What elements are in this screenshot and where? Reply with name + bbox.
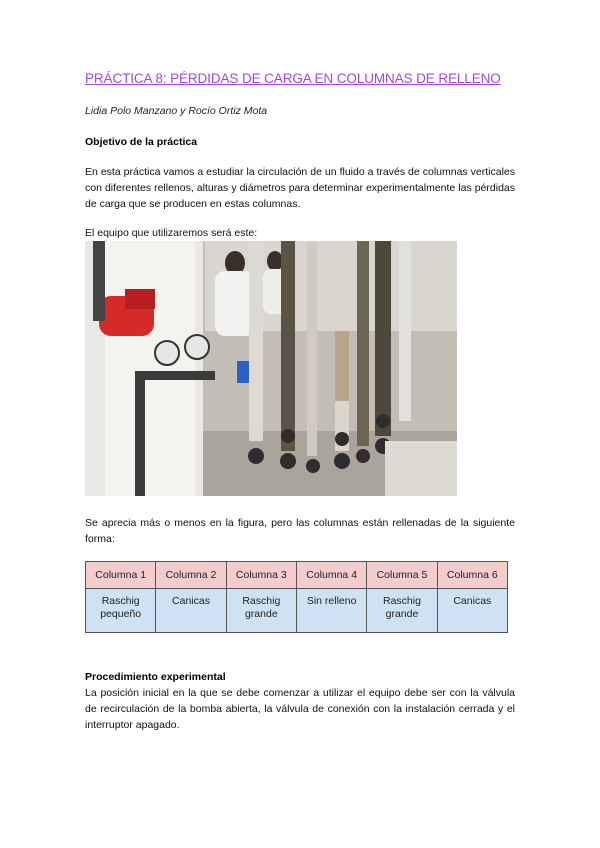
table-cell: Canicas [437, 589, 507, 633]
document-title: PRÁCTICA 8: PÉRDIDAS DE CARGA EN COLUMNAS DE RELLENO [85, 71, 501, 86]
lab-columns-illustration [85, 241, 457, 496]
table-header-cell: Columna 6 [437, 562, 507, 589]
equipment-photo [85, 241, 457, 496]
table-cell: Raschig grande [226, 589, 296, 633]
table-row [86, 589, 508, 633]
table-header-cell: Columna 4 [296, 562, 366, 589]
procedure-heading: Procedimiento experimental [85, 671, 226, 683]
table-header-cell: Columna 5 [367, 562, 437, 589]
table-header-cell: Columna 3 [226, 562, 296, 589]
table-cell: Canicas [156, 589, 226, 633]
procedure-paragraph: La posición inicial en la que se debe comenzar a utilizar el equipo debe ser con la válvula de recirculación de la bomba abierta, la válvula de conexión con la instalación cerrada y el interruptor apagado. [85, 687, 515, 731]
figure-paragraph: Se aprecia más o menos en la figura, pero las columnas están rellenadas de la siguiente forma: [85, 517, 515, 545]
table-header-cell: Columna 1 [86, 562, 156, 589]
table-cell: Raschig grande [367, 589, 437, 633]
table-cell: Sin relleno [296, 589, 366, 633]
equipment-paragraph: El equipo que utilizaremos será este: [85, 227, 258, 239]
objective-heading: Objetivo de la práctica [85, 136, 198, 148]
table-header-row [86, 562, 508, 589]
authors: Lidia Polo Manzano y Rocío Ortiz Mota [85, 105, 268, 117]
objective-paragraph: En esta práctica vamos a estudiar la circulación de un fluido a través de columnas verticales con diferentes rellenos, alturas y diámetros para determinar experimentalmente las pérdidas de carga que se producen en estas columnas. [85, 166, 515, 210]
columns-table [85, 561, 508, 633]
table-header-cell: Columna 2 [156, 562, 226, 589]
table-cell: Raschig pequeño [86, 589, 156, 633]
